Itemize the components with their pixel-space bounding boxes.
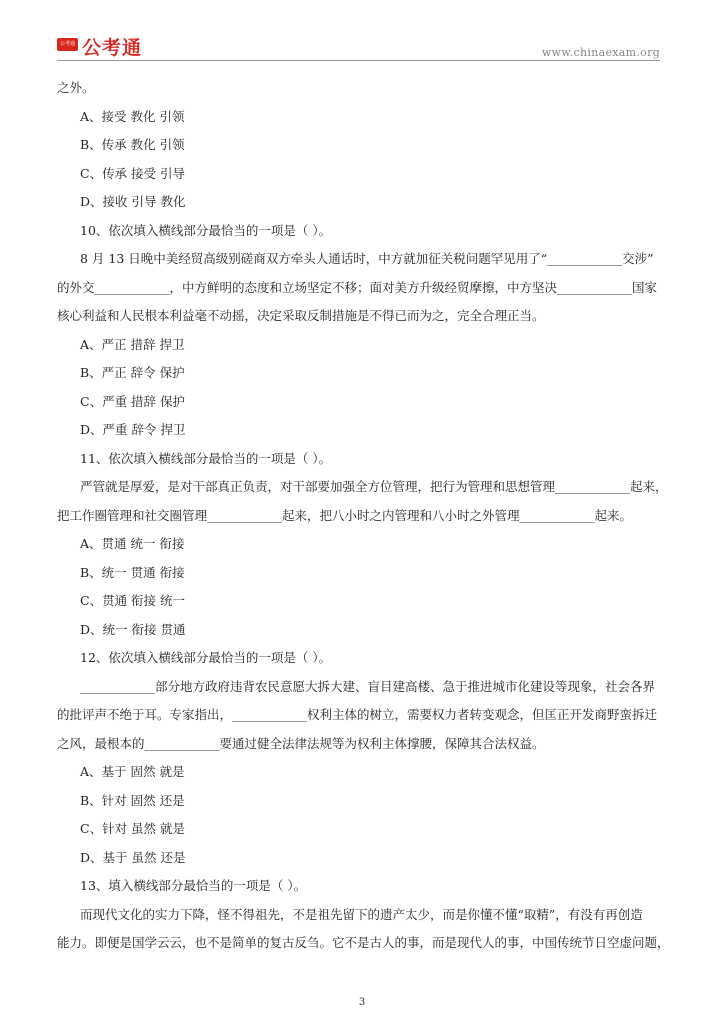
- text-line: 核心利益和人民根本利益毫不动摇，决定采取反制措施是不得已而为之，完全合理正当。: [57, 308, 545, 323]
- text-line: 的批评声不绝于耳。专家指出，____________权利主体的树立，需要权力者转变观念，但匡正开发商野蛮拆迁: [57, 707, 658, 722]
- option-line: A、基于 固然 就是: [80, 764, 185, 779]
- header-divider: [57, 60, 660, 61]
- question-line: 13、填入横线部分最恰当的一项是（ ）。: [80, 878, 307, 893]
- option-line: C、针对 虽然 就是: [80, 821, 186, 836]
- question-line: 12、依次填入横线部分最恰当的一项是（ ）。: [80, 650, 332, 665]
- option-line: A、严正 措辞 捍卫: [80, 336, 185, 352]
- text-line: 而现代文化的实力下降，怪不得祖先，不是祖先留下的遗产太少，而是你懂不懂“取精”，有没有再创造: [80, 906, 643, 922]
- option-line: C、严重 措辞 保护: [80, 393, 186, 409]
- site-url: www.chinaexam.org: [541, 46, 660, 59]
- text-line: ____________部分地方政府违背农民意愿大拆大建、盲目建高楼、急于推进城市化建设等现象，社会各界: [80, 678, 656, 694]
- option-line: D、严重 辞令 捍卫: [80, 422, 186, 437]
- option-line: D、基于 虽然 还是: [80, 849, 186, 865]
- text-line: 之外。: [57, 80, 95, 95]
- option-line: D、接收 引导 教化: [80, 194, 186, 209]
- option-line: B、统一 贯通 衔接: [80, 564, 185, 580]
- option-line: C、传承 接受 引导: [80, 165, 186, 181]
- question-line: 11、依次填入横线部分最恰当的一项是（ ）。: [80, 450, 332, 466]
- logo-badge: 公考通: [57, 38, 78, 51]
- option-line: B、针对 固然 还是: [80, 792, 185, 808]
- option-line: A、贯通 统一 衔接: [80, 536, 185, 551]
- text-line: 的外交____________，中方鲜明的态度和立场坚定不移；面对美方升级经贸摩擦，中方坚决____________国家: [57, 279, 658, 295]
- option-line: C、贯通 衔接 统一: [80, 593, 186, 608]
- document-body: [57, 74, 670, 958]
- logo-text: 公考通: [82, 37, 143, 59]
- option-line: A、接受 教化 引领: [80, 108, 185, 124]
- text-line: 把工作圈管理和社交圈管理____________起来，把八小时之内管理和八小时之外管理____________起来。: [57, 507, 633, 523]
- page-number: 3: [358, 997, 366, 1008]
- option-line: B、传承 教化 引领: [80, 137, 185, 152]
- question-line: 10、依次填入横线部分最恰当的一项是（ ）。: [80, 222, 332, 238]
- option-line: B、严正 辞令 保护: [80, 365, 185, 380]
- text-line: 能力。即便是国学云云，也不是简单的复古反刍。它不是古人的事，而是现代人的事，中国传统节日空虚问题，: [57, 935, 670, 950]
- text-line: 严管就是厚爱，是对干部真正负责，对干部要加强全方位管理，把行为管理和思想管理____________起来，: [80, 479, 668, 494]
- text-line: 之风，最根本的____________要通过健全法律法规等为权利主体撑腰，保障其合法权益。: [57, 735, 545, 751]
- option-line: D、统一 衔接 贯通: [80, 621, 186, 637]
- page-header: [0, 0, 724, 60]
- text-line: 8 月 13 日晚中美经贸高级别磋商双方牵头人通话时，中方就加征关税问题罕见用了“____________交涉”: [80, 251, 654, 266]
